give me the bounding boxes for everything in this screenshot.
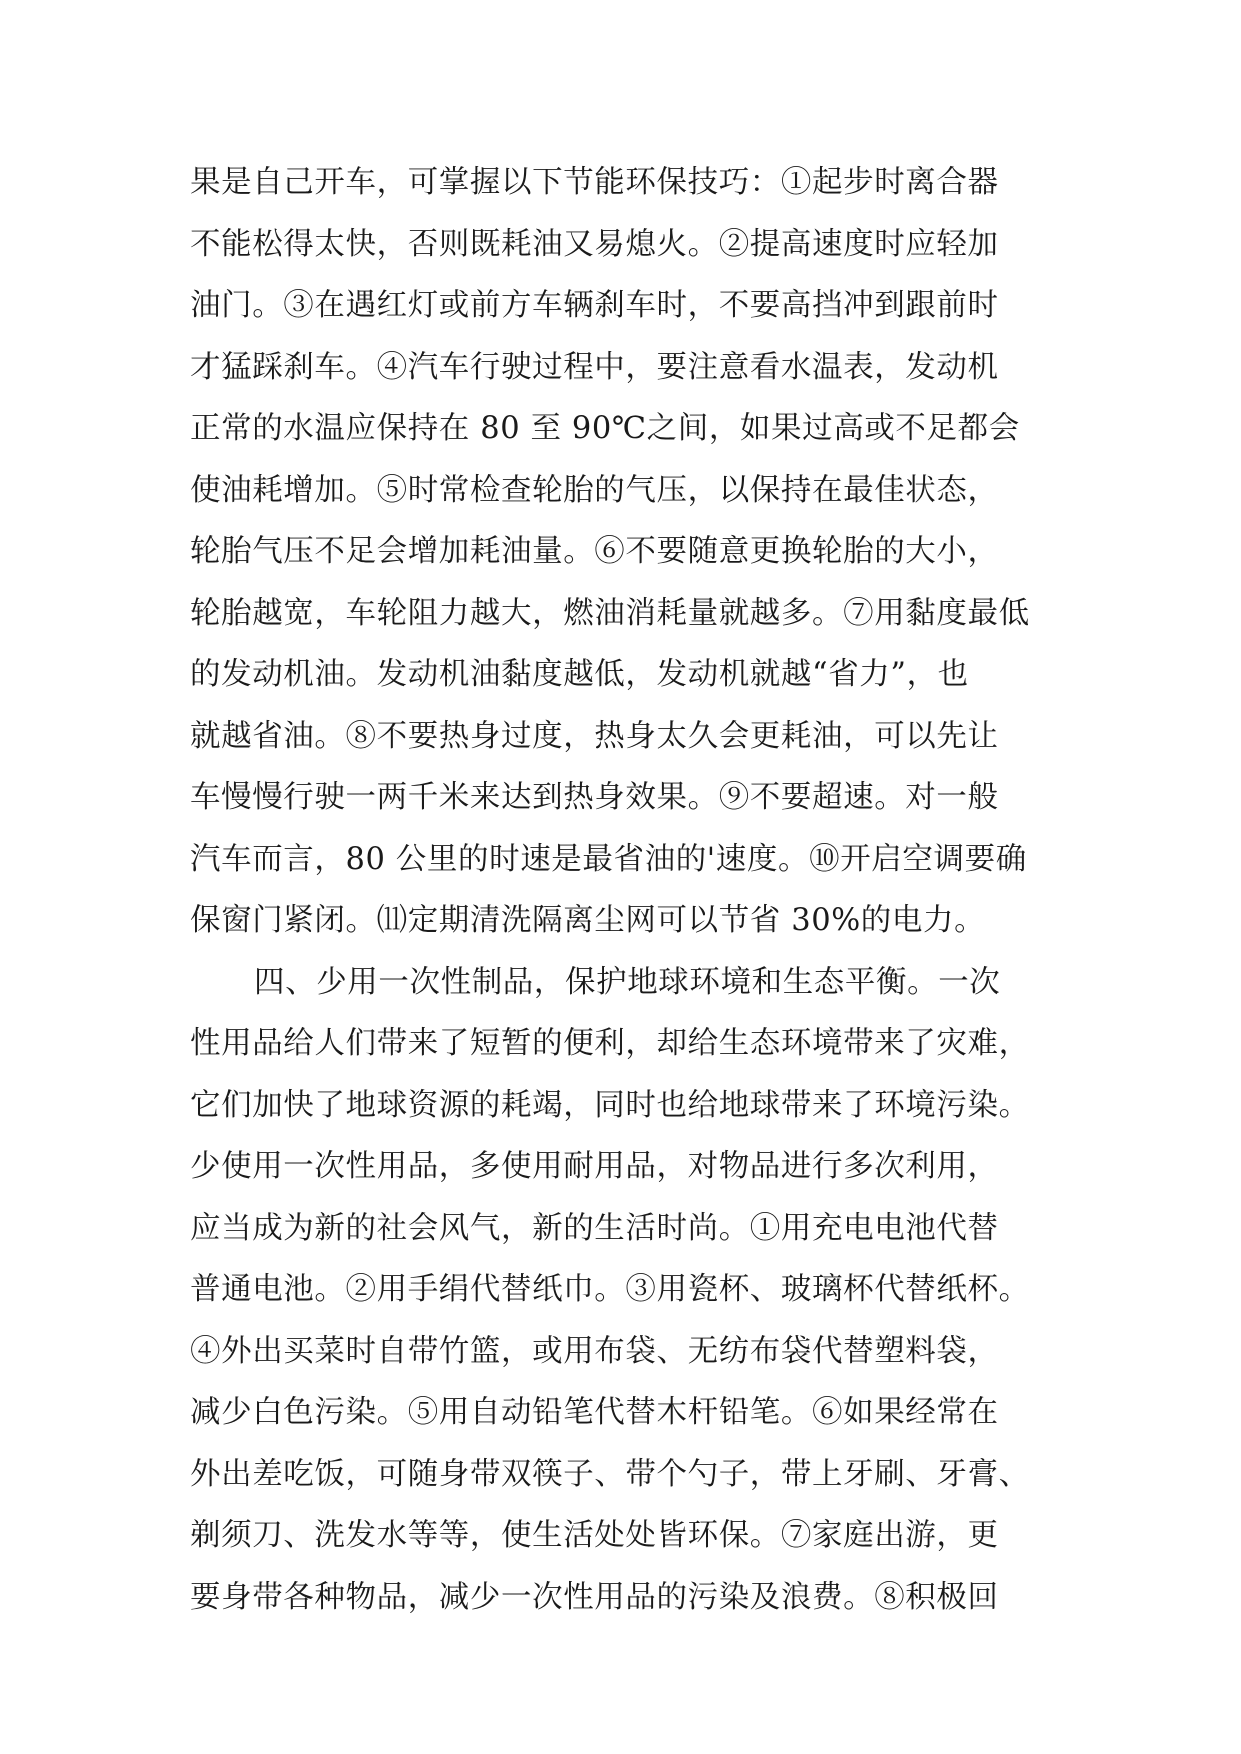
- text-line: 的发动机油。发动机油黏度越低，发动机就越“省力”，也: [190, 657, 969, 692]
- text-line: 就越省油。⑧不要热身过度，热身太久会更耗油，可以先让: [190, 718, 999, 754]
- text-line: 它们加快了地球资源的耗竭，同时也给地球带来了环境污染。: [190, 1087, 1030, 1123]
- text-line: 少使用一次性用品，多使用耐用品，对物品进行多次利用，: [190, 1149, 999, 1184]
- text-line: 要身带各种物品，减少一次性用品的污染及浪费。⑧积极回: [190, 1579, 999, 1615]
- text-line: 减少白色污染。⑤用自动铅笔代替木杆铅笔。⑥如果经常在: [190, 1395, 999, 1430]
- text-line: 轮胎越宽，车轮阻力越大，燃油消耗量就越多。⑦用黏度最低: [190, 595, 1030, 631]
- text-line: 使油耗增加。⑤时常检查轮胎的气压，以保持在最佳状态，: [190, 472, 999, 508]
- text-line: 正常的水温应保持在 80 至 90℃之间，如果过高或不足都会: [190, 411, 1020, 446]
- text-line: 汽车而言，80 公里的时速是最省油的'速度。⑩开启空调要确: [190, 841, 1027, 877]
- text-line: 轮胎气压不足会增加耗油量。⑥不要随意更换轮胎的大小，: [190, 534, 999, 569]
- text-line: 外出差吃饭，可随身带双筷子、带个勺子，带上牙刷、牙膏、: [190, 1456, 1030, 1492]
- text-line: 果是自己开车，可掌握以下节能环保技巧：①起步时离合器: [190, 165, 999, 200]
- paragraph-start-line: 四、少用一次性制品，保护地球环境和生态平衡。一次: [254, 964, 1001, 1000]
- text-line: 不能松得太快，否则既耗油又易熄火。②提高速度时应轻加: [190, 226, 999, 262]
- text-line: 才猛踩刹车。④汽车行驶过程中，要注意看水温表，发动机: [190, 349, 999, 385]
- text-line: 车慢慢行驶一两千米来达到热身效果。⑨不要超速。对一般: [190, 780, 999, 815]
- document-body: [190, 152, 1056, 1628]
- text-line: 普通电池。②用手绢代替纸巾。③用瓷杯、玻璃杯代替纸杯。: [190, 1272, 1030, 1307]
- text-line: 剃须刀、洗发水等等，使生活处处皆环保。⑦家庭出游，更: [190, 1518, 999, 1553]
- text-line: ④外出买菜时自带竹篮，或用布袋、无纺布袋代替塑料袋，: [190, 1333, 999, 1369]
- text-line: 保窗门紧闭。⑾定期清洗隔离尘网可以节省 30%的电力。: [190, 903, 986, 938]
- text-line: 应当成为新的社会风气，新的生活时尚。①用充电电池代替: [190, 1210, 999, 1246]
- text-line: 油门。③在遇红灯或前方车辆刹车时，不要高挡冲到跟前时: [190, 288, 999, 323]
- text-line: 性用品给人们带来了短暂的便利，却给生态环境带来了灾难，: [190, 1026, 1030, 1061]
